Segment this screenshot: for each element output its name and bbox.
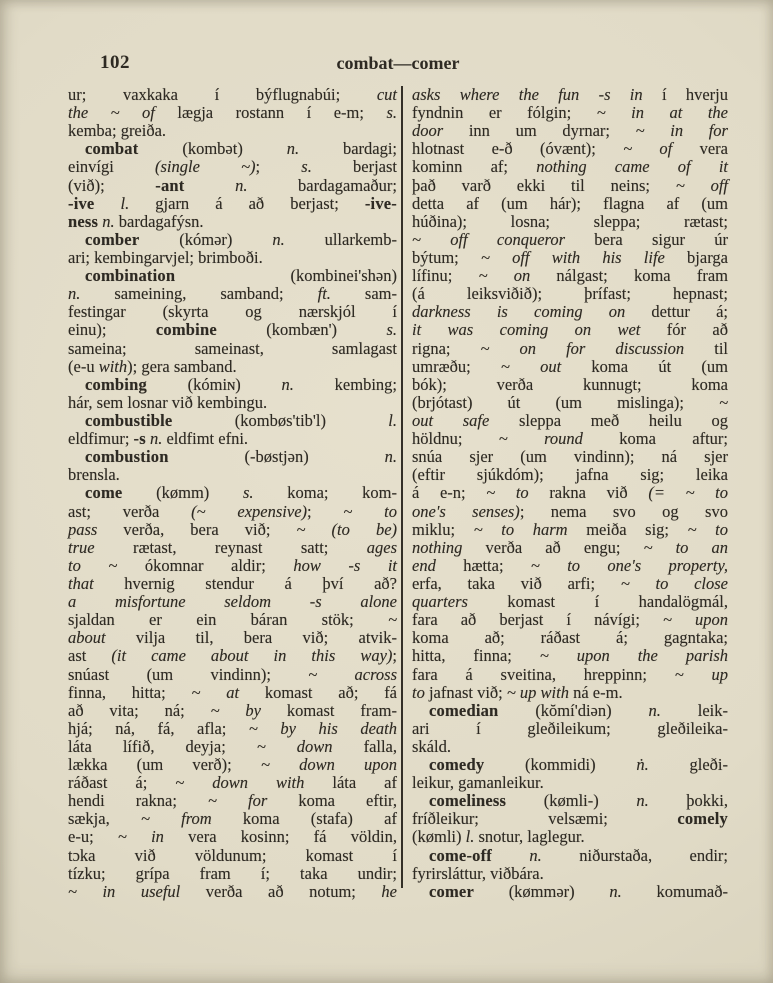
dictionary-line: hár, sem losnar við kembingu. [68, 392, 268, 412]
dictionary-line: comedy (kommidi) ṅ. gleði- [429, 755, 728, 775]
dictionary-line: (e-u with); gera samband. [68, 356, 237, 376]
dictionary-line: ast; verða (~ expensive); ~ to [68, 501, 397, 521]
dictionary-line: combustible (kombøs'tib'l) l. [85, 410, 397, 430]
dictionary-line: snúast (um vindinn); ~ across [68, 664, 397, 684]
dictionary-line: ~ in useful verða að notum; he [68, 881, 397, 901]
dictionary-line: the ~ of lægja rostann í e-m; s. [68, 103, 397, 123]
dictionary-line: ráðast á; ~ down with láta af [68, 773, 398, 793]
dictionary-line: n. sameining, samband; ft. sam- [68, 284, 397, 304]
dictionary-line: að vita; ná; ~ by komast fram- [68, 700, 397, 720]
dictionary-line: comer (kømmər) n. komumað- [429, 881, 728, 901]
dictionary-line: comedian (kŏmí'diən) n. leik- [429, 700, 728, 720]
dictionary-line: snúa sjer (um vindinn); ná sjer [412, 447, 728, 467]
dictionary-line: einu); combine (kombæn') s. [68, 320, 397, 340]
dictionary-line: come (kømm) s. koma; kom- [85, 483, 397, 503]
dictionary-line: hlotnast e-ð (óvænt); ~ of vera [412, 139, 728, 159]
dictionary-line: kemba; greiða. [68, 121, 167, 141]
dictionary-line: tízku; grípa fram í; taka undir; [68, 863, 397, 883]
dictionary-line: skáld. [412, 736, 451, 756]
text-columns [68, 86, 728, 901]
dictionary-line: combing (kómiɴ) n. kembing; [85, 374, 398, 394]
dictionary-line: out safe sleppa með heilu og [412, 410, 728, 430]
dictionary-line: quarters komast í handalögmál, [412, 592, 728, 612]
dictionary-line: eldfimur; -s n. eldfimt efni. [68, 429, 249, 449]
dictionary-line: it was coming on wet fór að [412, 320, 728, 340]
dictionary-line: e-u; ~ in vera kosinn; fá völdin, [68, 827, 398, 847]
dictionary-line: brensla. [68, 465, 120, 485]
dictionary-line: a misfortune seldom -s alone [68, 592, 397, 612]
dictionary-line: (kømli) l. snotur, laglegur. [412, 827, 585, 847]
dictionary-line: ast (it came about in this way); [68, 646, 397, 666]
dictionary-line: býtum; ~ off with his life bjarga [412, 247, 728, 267]
dictionary-line: hjá; ná, fá, afla; ~ by his death [68, 718, 397, 738]
dictionary-line: ness n. bardagafýsn. [68, 211, 204, 231]
dictionary-line: asks where the fun -s in í hverju [412, 85, 728, 104]
dictionary-line: finna, hitta; ~ at komast að; fá [68, 682, 398, 702]
dictionary-line: door inn um dyrnar; ~ in for [412, 121, 728, 141]
dictionary-line: ari í gleðileikum; gleðileika- [412, 718, 728, 738]
right-column [412, 86, 728, 901]
dictionary-line: that hvernig stendur á því að? [68, 573, 397, 593]
dictionary-line: láta lífið, deyja; ~ down falla, [68, 736, 398, 756]
dictionary-line: höldnu; ~ round koma aftur; [412, 429, 728, 449]
dictionary-line: einvígi (single ~); s. berjast [68, 157, 398, 177]
dictionary-line: erfa, taka við arfi; ~ to close [412, 573, 728, 593]
dictionary-line: bók); verða kunnugt; koma [412, 374, 728, 394]
dictionary-line: about vilja til, bera við; atvik- [68, 628, 397, 648]
dictionary-line: húðina); losna; sleppa; rætast; [412, 211, 728, 231]
dictionary-line: lífinu; ~ on nálgast; koma fram [412, 266, 728, 286]
dictionary-line: comeliness (kømli-) n. þokki, [429, 791, 728, 811]
dictionary-line: -ive l. gjarn á að berjast; -ive- [68, 193, 398, 213]
dictionary-line: það varð ekki til neins; ~ off [412, 175, 728, 195]
dictionary-line: fyndnin er fólgin; ~ in at the [412, 103, 728, 123]
dictionary-line: umræðu; ~ out koma út (um [412, 356, 728, 376]
column-divider [401, 86, 403, 888]
running-header: combat—comer [336, 53, 460, 73]
left-column [68, 86, 397, 901]
page-header [68, 52, 728, 78]
dictionary-line: fara að berjast í návígi; ~ upon [412, 610, 728, 630]
dictionary-line: end hætta; ~ to one's property, [412, 555, 728, 575]
dictionary-line: ari; kembingarvjel; brimboði. [68, 247, 263, 267]
dictionary-line: lækka (um verð); ~ down upon [68, 755, 398, 775]
dictionary-line: pass verða, bera við; ~ (to be) [68, 519, 398, 539]
dictionary-line: miklu; ~ to harm meiða sig; ~ to [412, 519, 728, 539]
dictionary-line: ur; vaxkaka í býflugnabúi; cut [68, 85, 397, 104]
dictionary-line: tɔka við völdunum; komast í [68, 845, 397, 865]
dictionary-line: comber (kómər) n. ullarkemb- [85, 229, 397, 249]
dictionary-line: darkness is coming on dettur á; [412, 302, 728, 322]
dictionary-line: come-off n. niðurstaða, endir; [429, 845, 729, 865]
dictionary-line: festingar (skyrta og nærskjól í [68, 302, 397, 322]
dictionary-line: (á leiksviðið); þrífast; hepnast; [412, 284, 728, 304]
dictionary-line: combination (kombinei'shən) [85, 266, 397, 286]
dictionary-line: combat (kombət) n. bardagi; [85, 139, 397, 159]
dictionary-line: ~ off conqueror bera sigur úr [412, 229, 728, 249]
dictionary-line: fyrirsláttur, viðbára. [412, 863, 544, 883]
dictionary-line: (brjótast) út (um mislinga); ~ [412, 392, 728, 412]
dictionary-line: sjaldan er ein báran stök; ~ [68, 610, 397, 630]
dictionary-line: rigna; ~ on for discussion til [412, 338, 728, 358]
dictionary-line: fara á sveitina, hreppinn; ~ up [412, 664, 728, 684]
dictionary-line: sameina; sameinast, samlagast [68, 338, 397, 358]
dictionary-line: kominn af; nothing came of it [412, 157, 728, 177]
dictionary-line: one's senses); nema svo og svo [412, 501, 728, 521]
dictionary-line: detta af (um hár); flagna af (um [412, 193, 728, 213]
dictionary-line: hitta, finna; ~ upon the parish [412, 646, 728, 666]
page-number: 102 [100, 52, 130, 73]
dictionary-line: fríðleikur; velsæmi; comely [412, 809, 728, 829]
dictionary-line: to ~ ókomnar aldir; how -s it [68, 555, 398, 575]
dictionary-line: combustion (-bøstjən) n. [85, 447, 397, 467]
dictionary-line: to jafnast við; ~ up with ná e-m. [412, 682, 623, 702]
dictionary-line: hendi rakna; ~ for koma eftir, [68, 791, 397, 811]
dictionary-line: koma að; ráðast á; gagntaka; [412, 628, 728, 648]
dictionary-line: á e-n; ~ to rakna við (= ~ to [412, 483, 728, 503]
dictionary-line: leikur, gamanleikur. [412, 773, 544, 793]
dictionary-line: true rætast, reynast satt; ages [68, 537, 397, 557]
dictionary-line: (við); -ant n. bardagamaður; [68, 175, 397, 195]
dictionary-line: nothing verða að engu; ~ to an [412, 537, 729, 557]
dictionary-line: sækja, ~ from koma (stafa) af [68, 809, 397, 829]
dictionary-line: (eftir sjúkdóm); jafna sig; leika [412, 465, 728, 485]
